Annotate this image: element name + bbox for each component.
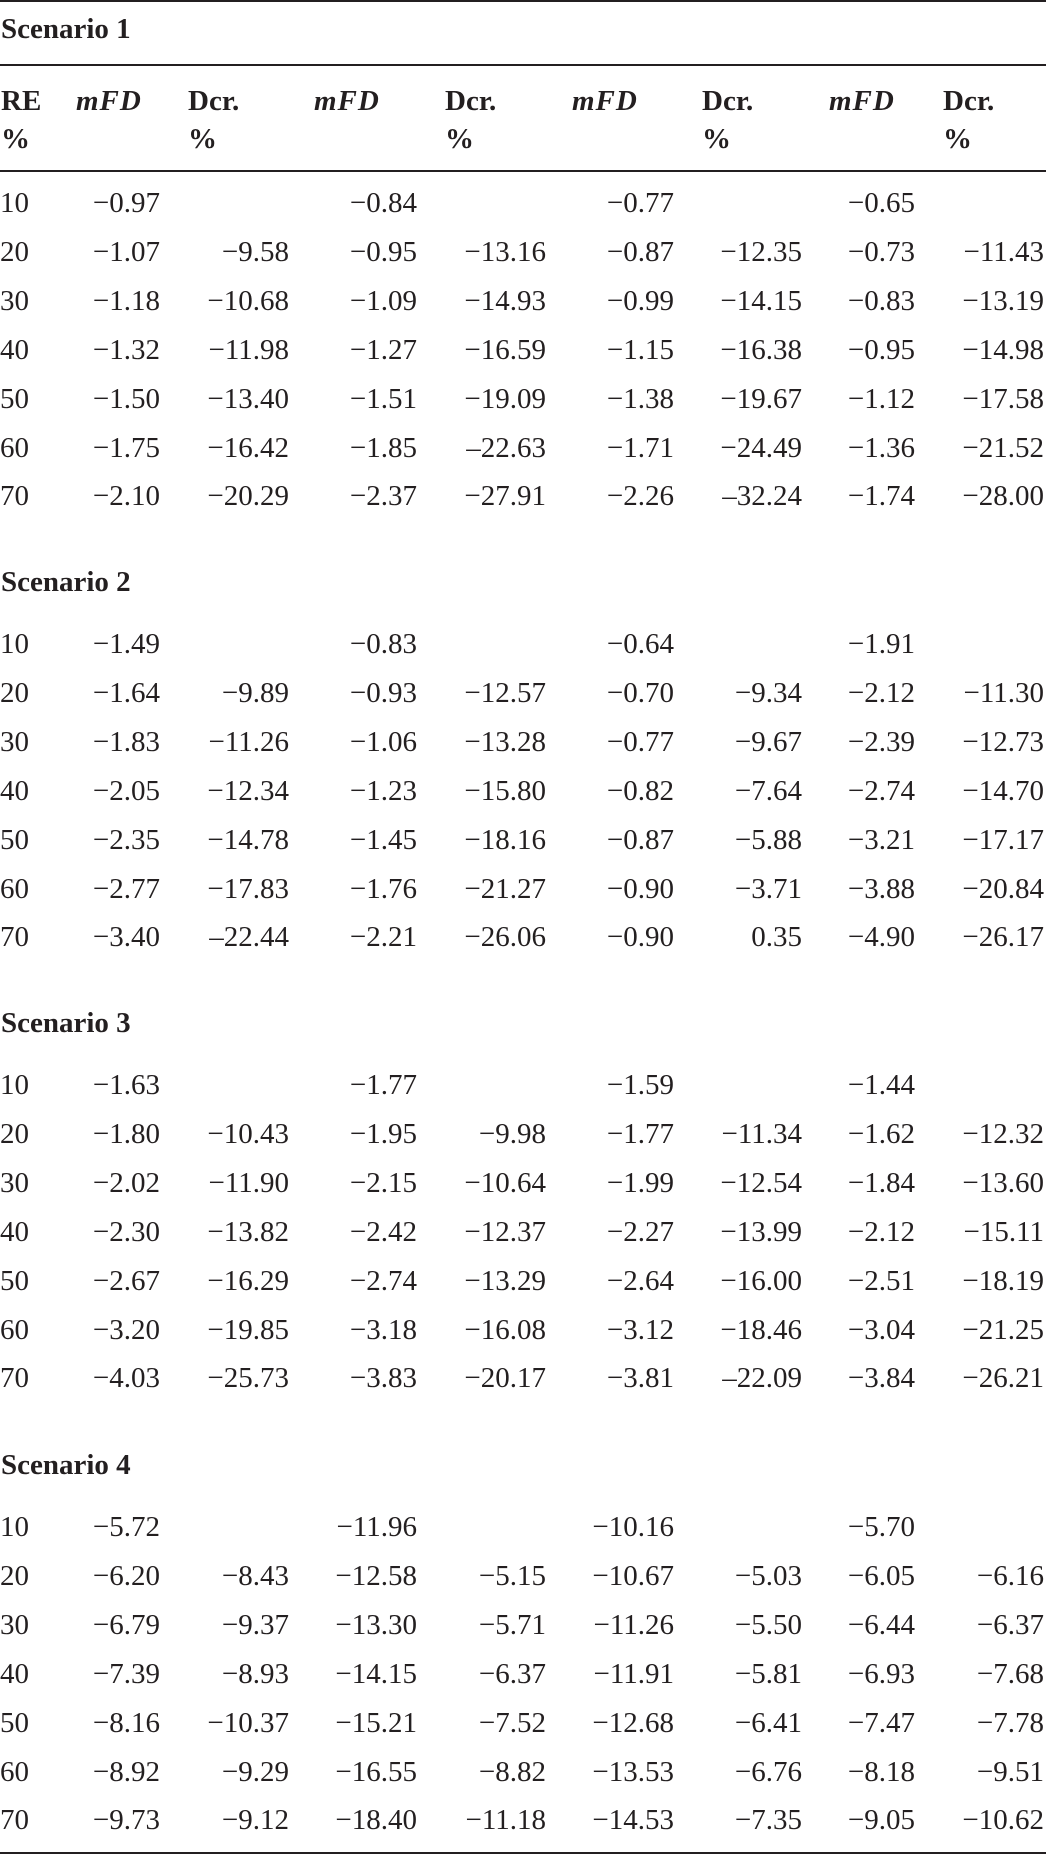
mfd-2-cell: −2.42 (349, 1216, 417, 1248)
mfd-2-cell: −1.77 (349, 1069, 417, 1101)
dcr-4-cell: −12.73 (962, 726, 1044, 758)
mfd-4-cell: −5.70 (847, 1511, 915, 1543)
re-cell: 50 (0, 1707, 29, 1739)
scenario-title: Scenario 4 (1, 1449, 131, 1481)
mfd-2-cell: −16.55 (335, 1756, 417, 1788)
dcr-1-cell: −16.29 (207, 1265, 289, 1297)
mfd-1-cell: −5.72 (92, 1511, 160, 1543)
column-header (0, 80, 1046, 160)
table-row (0, 1212, 1046, 1252)
mfd-2-cell: −0.83 (349, 628, 417, 660)
table-row (0, 722, 1046, 762)
mfd-2-cell: −2.21 (349, 921, 417, 953)
dcr-3-cell: −9.67 (734, 726, 802, 758)
mfd-1-cell: −6.79 (92, 1609, 160, 1641)
table-row (0, 771, 1046, 811)
header-mfd-3: mFD (572, 85, 638, 117)
dcr-4-cell: −18.19 (962, 1265, 1044, 1297)
mfd-1-cell: −6.20 (92, 1560, 160, 1592)
table-row (0, 673, 1046, 713)
table-row (0, 1605, 1046, 1645)
mfd-4-cell: −1.74 (847, 480, 915, 512)
dcr-1-cell: −10.68 (207, 285, 289, 317)
mfd-3-cell: −1.99 (606, 1167, 674, 1199)
dcr-2-cell: −10.64 (464, 1167, 546, 1199)
mfd-2-cell: −2.74 (349, 1265, 417, 1297)
dcr-2-cell: −12.57 (464, 677, 546, 709)
mfd-3-cell: −0.64 (606, 628, 674, 660)
mfd-3-cell: −11.91 (593, 1658, 674, 1690)
dcr-1-cell: −9.29 (221, 1756, 289, 1788)
table-row (0, 1065, 1046, 1105)
mfd-2-cell: −18.40 (335, 1804, 417, 1836)
table-row (0, 428, 1046, 468)
table-row (0, 281, 1046, 321)
dcr-2-cell: −21.27 (464, 873, 546, 905)
mfd-3-cell: −1.59 (606, 1069, 674, 1101)
dcr-4-cell: −26.17 (962, 921, 1044, 953)
mfd-2-cell: −1.51 (349, 383, 417, 415)
mfd-4-cell: −0.65 (847, 187, 915, 219)
dcr-1-cell: −20.29 (207, 480, 289, 512)
mfd-4-cell: −3.88 (847, 873, 915, 905)
mfd-1-cell: −3.40 (92, 921, 160, 953)
mfd-3-cell: −10.67 (592, 1560, 674, 1592)
dcr-2-cell: −14.93 (464, 285, 546, 317)
dcr-4-cell: −13.60 (962, 1167, 1044, 1199)
mfd-3-cell: −0.70 (606, 677, 674, 709)
mfd-4-cell: −2.51 (847, 1265, 915, 1297)
dcr-3-cell: −5.88 (734, 824, 802, 856)
mfd-2-cell: −15.21 (335, 1707, 417, 1739)
dcr-4-cell: −13.19 (962, 285, 1044, 317)
mfd-1-cell: −1.64 (92, 677, 160, 709)
mfd-1-cell: −2.10 (92, 480, 160, 512)
mfd-2-cell: −11.96 (336, 1511, 417, 1543)
mfd-3-cell: −1.38 (606, 383, 674, 415)
scenario-title: Scenario 3 (1, 1007, 131, 1039)
mfd-3-cell: −0.90 (606, 873, 674, 905)
re-cell: 40 (0, 334, 29, 366)
mfd-2-cell: −1.27 (349, 334, 417, 366)
mfd-4-cell: −2.12 (847, 1216, 915, 1248)
mfd-2-cell: −12.58 (335, 1560, 417, 1592)
mfd-2-cell: −1.76 (349, 873, 417, 905)
mfd-3-cell: −11.26 (593, 1609, 674, 1641)
dcr-2-cell: −16.08 (464, 1314, 546, 1346)
mfd-1-cell: −8.92 (92, 1756, 160, 1788)
mfd-2-cell: −2.15 (349, 1167, 417, 1199)
table-row (0, 379, 1046, 419)
mfd-1-cell: −8.16 (92, 1707, 160, 1739)
mfd-4-cell: −3.04 (847, 1314, 915, 1346)
table-row (0, 869, 1046, 909)
dcr-3-cell: –22.09 (722, 1362, 802, 1394)
mfd-4-cell: −2.74 (847, 775, 915, 807)
header-re: RE (1, 85, 42, 117)
dcr-2-cell: −13.28 (464, 726, 546, 758)
mfd-3-cell: −3.81 (606, 1362, 674, 1394)
mfd-3-cell: −0.82 (606, 775, 674, 807)
dcr-2-cell: −13.29 (464, 1265, 546, 1297)
re-cell: 50 (0, 824, 29, 856)
table-row (0, 1507, 1046, 1547)
mfd-1-cell: −2.30 (92, 1216, 160, 1248)
dcr-2-cell: –22.63 (466, 432, 546, 464)
dcr-1-cell: −19.85 (207, 1314, 289, 1346)
mfd-1-cell: −1.32 (92, 334, 160, 366)
mfd-3-cell: −1.71 (606, 432, 674, 464)
dcr-1-cell: −13.40 (207, 383, 289, 415)
dcr-4-cell: −6.37 (976, 1609, 1044, 1641)
re-cell: 60 (0, 1756, 29, 1788)
mfd-3-cell: −1.15 (606, 334, 674, 366)
re-cell: 10 (0, 1069, 29, 1101)
dcr-3-cell: −3.71 (734, 873, 802, 905)
mfd-3-cell: −10.16 (592, 1511, 674, 1543)
mfd-4-cell: −6.05 (847, 1560, 915, 1592)
dcr-3-cell: −5.81 (734, 1658, 802, 1690)
table-row (0, 820, 1046, 860)
dcr-1-cell: −17.83 (207, 873, 289, 905)
scenario-title: Scenario 1 (1, 13, 131, 45)
mfd-1-cell: −1.75 (92, 432, 160, 464)
mfd-4-cell: −1.36 (847, 432, 915, 464)
header-dcr-1: Dcr. (188, 85, 240, 117)
mfd-3-cell: −2.27 (606, 1216, 674, 1248)
mfd-4-cell: −0.73 (847, 236, 915, 268)
header-dcr-unit-3: % (702, 123, 731, 155)
mfd-3-cell: −0.77 (606, 726, 674, 758)
table-row (0, 624, 1046, 664)
mfd-2-cell: −0.84 (349, 187, 417, 219)
mfd-4-cell: −0.83 (847, 285, 915, 317)
dcr-2-cell: −13.16 (464, 236, 546, 268)
re-cell: 20 (0, 1560, 29, 1592)
re-cell: 30 (0, 1609, 29, 1641)
dcr-4-cell: −14.98 (962, 334, 1044, 366)
dcr-1-cell: −12.34 (207, 775, 289, 807)
dcr-1-cell: −25.73 (207, 1362, 289, 1394)
table-row (0, 1703, 1046, 1743)
re-cell: 70 (0, 921, 29, 953)
dcr-4-cell: −9.51 (976, 1756, 1044, 1788)
dcr-3-cell: −16.00 (720, 1265, 802, 1297)
mfd-4-cell: −1.91 (847, 628, 915, 660)
mfd-4-cell: −1.84 (847, 1167, 915, 1199)
re-cell: 20 (0, 1118, 29, 1150)
header-mfd-4: mFD (829, 85, 895, 117)
mfd-1-cell: −2.67 (92, 1265, 160, 1297)
dcr-1-cell: −14.78 (207, 824, 289, 856)
mfd-3-cell: −0.77 (606, 187, 674, 219)
mfd-1-cell: −2.02 (92, 1167, 160, 1199)
dcr-3-cell: −12.54 (720, 1167, 802, 1199)
mfd-1-cell: −0.97 (92, 187, 160, 219)
mfd-4-cell: −6.44 (847, 1609, 915, 1641)
table-row (0, 183, 1046, 223)
mfd-1-cell: −2.77 (92, 873, 160, 905)
mfd-2-cell: −13.30 (335, 1609, 417, 1641)
dcr-3-cell: −24.49 (720, 432, 802, 464)
dcr-4-cell: −17.17 (962, 824, 1044, 856)
mfd-4-cell: −1.44 (847, 1069, 915, 1101)
dcr-3-cell: −7.35 (734, 1804, 802, 1836)
dcr-2-cell: −9.98 (478, 1118, 546, 1150)
mfd-1-cell: −1.18 (92, 285, 160, 317)
table-row (0, 1114, 1046, 1154)
mfd-4-cell: −8.18 (847, 1756, 915, 1788)
mfd-3-cell: −1.77 (606, 1118, 674, 1150)
dcr-4-cell: −6.16 (976, 1560, 1044, 1592)
bottom-rule (0, 1852, 1046, 1854)
dcr-2-cell: −27.91 (464, 480, 546, 512)
dcr-3-cell: −5.03 (734, 1560, 802, 1592)
mfd-4-cell: −6.93 (847, 1658, 915, 1690)
mfd-2-cell: −1.95 (349, 1118, 417, 1150)
dcr-2-cell: −6.37 (478, 1658, 546, 1690)
mfd-3-cell: −0.87 (606, 236, 674, 268)
mfd-2-cell: −2.37 (349, 480, 417, 512)
mfd-4-cell: −7.47 (847, 1707, 915, 1739)
re-cell: 70 (0, 480, 29, 512)
header-dcr-unit-1: % (188, 123, 217, 155)
dcr-3-cell: −16.38 (720, 334, 802, 366)
dcr-3-cell: −12.35 (720, 236, 802, 268)
dcr-3-cell: −6.76 (734, 1756, 802, 1788)
mfd-4-cell: −1.12 (847, 383, 915, 415)
header-bottom-rule (0, 170, 1046, 172)
re-cell: 20 (0, 677, 29, 709)
mfd-2-cell: −1.45 (349, 824, 417, 856)
re-cell: 60 (0, 432, 29, 464)
dcr-2-cell: −12.37 (464, 1216, 546, 1248)
mfd-2-cell: −1.06 (349, 726, 417, 758)
mfd-1-cell: −2.05 (92, 775, 160, 807)
mfd-2-cell: −0.93 (349, 677, 417, 709)
mfd-1-cell: −1.50 (92, 383, 160, 415)
dcr-1-cell: −11.90 (208, 1167, 289, 1199)
dcr-4-cell: −17.58 (962, 383, 1044, 415)
mfd-4-cell: −2.39 (847, 726, 915, 758)
dcr-4-cell: −7.78 (976, 1707, 1044, 1739)
dcr-2-cell: −8.82 (478, 1756, 546, 1788)
mfd-3-cell: −13.53 (592, 1756, 674, 1788)
re-cell: 70 (0, 1362, 29, 1394)
re-cell: 70 (0, 1804, 29, 1836)
mfd-2-cell: −3.18 (349, 1314, 417, 1346)
mfd-3-cell: −0.87 (606, 824, 674, 856)
dcr-1-cell: −10.43 (207, 1118, 289, 1150)
dcr-4-cell: −12.32 (962, 1118, 1044, 1150)
mfd-4-cell: −3.21 (847, 824, 915, 856)
re-cell: 40 (0, 775, 29, 807)
table-row (0, 1310, 1046, 1350)
mfd-3-cell: −12.68 (592, 1707, 674, 1739)
mfd-3-cell: −3.12 (606, 1314, 674, 1346)
dcr-1-cell: −8.43 (221, 1560, 289, 1592)
mfd-1-cell: −1.80 (92, 1118, 160, 1150)
dcr-3-cell: −6.41 (734, 1707, 802, 1739)
dcr-4-cell: −20.84 (962, 873, 1044, 905)
re-cell: 30 (0, 285, 29, 317)
re-cell: 60 (0, 1314, 29, 1346)
dcr-2-cell: −20.17 (464, 1362, 546, 1394)
dcr-1-cell: −13.82 (207, 1216, 289, 1248)
re-cell: 40 (0, 1658, 29, 1690)
header-dcr-unit-4: % (943, 123, 972, 155)
mfd-1-cell: −7.39 (92, 1658, 160, 1690)
dcr-3-cell: −19.67 (720, 383, 802, 415)
mfd-1-cell: −1.07 (92, 236, 160, 268)
mfd-2-cell: −3.83 (349, 1362, 417, 1394)
dcr-3-cell: 0.35 (751, 921, 802, 953)
dcr-4-cell: −14.70 (962, 775, 1044, 807)
dcr-3-cell: −5.50 (734, 1609, 802, 1641)
scenario-title: Scenario 2 (1, 566, 131, 598)
mfd-4-cell: −4.90 (847, 921, 915, 953)
mfd-4-cell: −1.62 (847, 1118, 915, 1150)
dcr-1-cell: −9.89 (221, 677, 289, 709)
mfd-1-cell: −1.63 (92, 1069, 160, 1101)
table-row (0, 1654, 1046, 1694)
table-row (0, 330, 1046, 370)
re-cell: 60 (0, 873, 29, 905)
header-dcr-unit-2: % (445, 123, 474, 155)
dcr-2-cell: −5.71 (478, 1609, 546, 1641)
header-mfd-1: mFD (76, 85, 142, 117)
dcr-4-cell: −11.30 (963, 677, 1044, 709)
dcr-2-cell: −16.59 (464, 334, 546, 366)
table-row (0, 232, 1046, 272)
mfd-3-cell: −0.99 (606, 285, 674, 317)
table-row (0, 1556, 1046, 1596)
dcr-3-cell: −9.34 (734, 677, 802, 709)
table-row (0, 476, 1046, 516)
re-cell: 10 (0, 1511, 29, 1543)
mfd-1-cell: −3.20 (92, 1314, 160, 1346)
dcr-4-cell: −21.25 (962, 1314, 1044, 1346)
table-row (0, 1800, 1046, 1840)
mfd-4-cell: −0.95 (847, 334, 915, 366)
dcr-1-cell: −11.26 (208, 726, 289, 758)
mfd-2-cell: −0.95 (349, 236, 417, 268)
mfd-1-cell: −1.49 (92, 628, 160, 660)
dcr-1-cell: −9.58 (221, 236, 289, 268)
table-row (0, 1261, 1046, 1301)
re-cell: 30 (0, 1167, 29, 1199)
dcr-3-cell: –32.24 (722, 480, 802, 512)
mfd-4-cell: −9.05 (847, 1804, 915, 1836)
table-row (0, 917, 1046, 957)
mfd-4-cell: −2.12 (847, 677, 915, 709)
top-rule (0, 0, 1046, 2)
dcr-4-cell: −26.21 (962, 1362, 1044, 1394)
mfd-1-cell: −1.83 (92, 726, 160, 758)
re-cell: 30 (0, 726, 29, 758)
mfd-3-cell: −2.26 (606, 480, 674, 512)
table-row (0, 1358, 1046, 1398)
header-re-unit: % (1, 123, 30, 155)
dcr-1-cell: −9.37 (221, 1609, 289, 1641)
dcr-1-cell: −11.98 (208, 334, 289, 366)
header-top-rule (0, 64, 1046, 66)
mfd-3-cell: −2.64 (606, 1265, 674, 1297)
mfd-2-cell: −1.23 (349, 775, 417, 807)
dcr-3-cell: −13.99 (720, 1216, 802, 1248)
re-cell: 10 (0, 628, 29, 660)
mfd-1-cell: −2.35 (92, 824, 160, 856)
dcr-2-cell: −26.06 (464, 921, 546, 953)
dcr-4-cell: −15.11 (963, 1216, 1044, 1248)
header-dcr-4: Dcr. (943, 85, 995, 117)
mfd-2-cell: −1.09 (349, 285, 417, 317)
mfd-2-cell: −14.15 (335, 1658, 417, 1690)
dcr-3-cell: −11.34 (721, 1118, 802, 1150)
dcr-4-cell: −21.52 (962, 432, 1044, 464)
dcr-2-cell: −11.18 (465, 1804, 546, 1836)
dcr-4-cell: −28.00 (962, 480, 1044, 512)
dcr-3-cell: −18.46 (720, 1314, 802, 1346)
dcr-2-cell: −18.16 (464, 824, 546, 856)
dcr-1-cell: −8.93 (221, 1658, 289, 1690)
mfd-3-cell: −0.90 (606, 921, 674, 953)
dcr-2-cell: −5.15 (478, 1560, 546, 1592)
mfd-3-cell: −14.53 (592, 1804, 674, 1836)
dcr-1-cell: −16.42 (207, 432, 289, 464)
dcr-3-cell: −7.64 (734, 775, 802, 807)
table-row (0, 1163, 1046, 1203)
dcr-1-cell: −10.37 (207, 1707, 289, 1739)
header-dcr-2: Dcr. (445, 85, 497, 117)
dcr-2-cell: −7.52 (478, 1707, 546, 1739)
re-cell: 20 (0, 236, 29, 268)
dcr-1-cell: −9.12 (221, 1804, 289, 1836)
header-dcr-3: Dcr. (702, 85, 754, 117)
dcr-2-cell: −19.09 (464, 383, 546, 415)
dcr-1-cell: –22.44 (209, 921, 289, 953)
dcr-4-cell: −7.68 (976, 1658, 1044, 1690)
dcr-4-cell: −11.43 (963, 236, 1044, 268)
re-cell: 50 (0, 383, 29, 415)
mfd-1-cell: −9.73 (92, 1804, 160, 1836)
re-cell: 10 (0, 187, 29, 219)
table-row (0, 1752, 1046, 1792)
dcr-2-cell: −15.80 (464, 775, 546, 807)
mfd-4-cell: −3.84 (847, 1362, 915, 1394)
mfd-2-cell: −1.85 (349, 432, 417, 464)
mfd-1-cell: −4.03 (92, 1362, 160, 1394)
re-cell: 40 (0, 1216, 29, 1248)
re-cell: 50 (0, 1265, 29, 1297)
dcr-3-cell: −14.15 (720, 285, 802, 317)
dcr-4-cell: −10.62 (962, 1804, 1044, 1836)
header-mfd-2: mFD (314, 85, 380, 117)
